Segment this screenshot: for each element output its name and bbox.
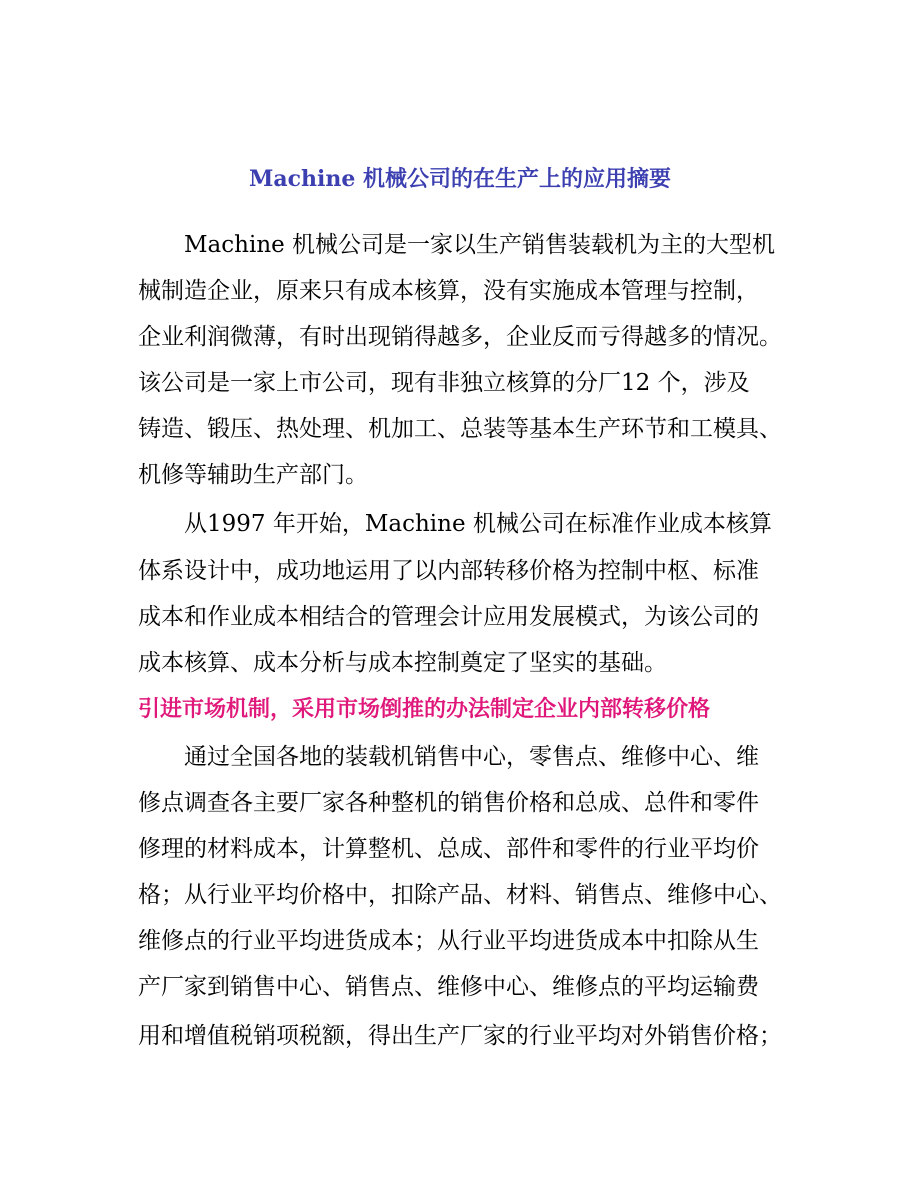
paragraph-3-line-3: 修理的材料成本，计算整机、总成、部件和零件的行业平均价	[138, 836, 759, 862]
paragraph-3-line-7: 用和增值税销项税额，得出生产厂家的行业平均对外销售价格；	[138, 1023, 782, 1049]
paragraph-3-line-1: 通过全国各地的装载机销售中心，零售点、维修中心、维	[184, 744, 759, 770]
paragraph-1-line-5: 铸造、锻压、热处理、机加工、总装等基本生产环节和工模具、	[138, 416, 782, 442]
paragraph-2-line-4: 成本核算、成本分析与成本控制奠定了坚实的基础。	[138, 650, 667, 676]
section-heading: 引进市场机制，采用市场倒推的办法制定企业内部转移价格	[138, 697, 711, 722]
document-title: Machine 机械公司的在生产上的应用摘要	[248, 166, 671, 192]
paragraph-1-line-3: 企业利润微薄，有时出现销得越多，企业反而亏得越多的情况。	[138, 324, 782, 350]
paragraph-3-line-2: 修点调查各主要厂家各种整机的销售价格和总成、总件和零件	[138, 790, 759, 816]
paragraph-1-line-6: 机修等辅助生产部门。	[138, 462, 368, 488]
paragraph-2-line-1: 从1997 年开始，Machine 机械公司在标准作业成本核算	[184, 511, 772, 537]
paragraph-3-line-4: 格；从行业平均价格中，扣除产品、材料、销售点、维修中心、	[138, 882, 782, 908]
paragraph-1-line-2: 械制造企业，原来只有成本核算，没有实施成本管理与控制，	[138, 278, 759, 304]
paragraph-1-line-4: 该公司是一家上市公司，现有非独立核算的分厂12 个，涉及	[138, 370, 750, 396]
paragraph-2-line-3: 成本和作业成本相结合的管理会计应用发展模式，为该公司的	[138, 604, 759, 630]
paragraph-3-line-6: 产厂家到销售中心、销售点、维修中心、维修点的平均运输费	[138, 974, 759, 1000]
paragraph-3-line-5: 维修点的行业平均进货成本；从行业平均进货成本中扣除从生	[138, 928, 759, 954]
paragraph-2-line-2: 体系设计中，成功地运用了以内部转移价格为控制中枢、标准	[138, 558, 759, 584]
paragraph-1-line-1: Machine 机械公司是一家以生产销售装载机为主的大型机	[184, 232, 776, 258]
